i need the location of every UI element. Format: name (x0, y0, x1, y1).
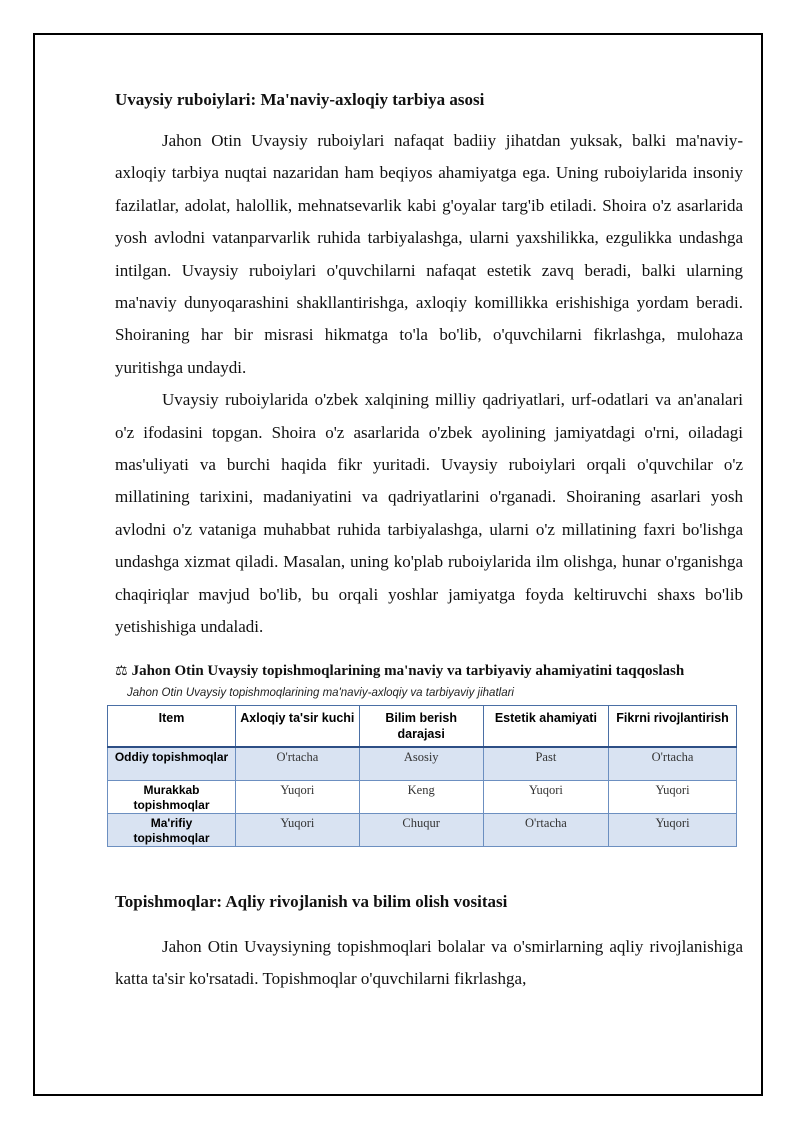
paragraph: Jahon Otin Uvaysiy ruboiylari nafaqat badiiy jihatdan yuksak, balki ma'naviy-axloqiy tarbiya nuqtai nazaridan ham beqiyos ahamiyatga ega. Uning ruboiylarida insoniy fazilatlar, adolat, halollik, mehnatsevarlik kabi g'oyalar targ'ib etiladi. Shoira o'z asarlarida yosh avlodni vatanparvarlik ruhida tarbiyalashga, ularni yaxshilikka, ezgulikka undashga intilgan. Uvaysiy ruboiylari o'quvchilarni nafaqat estetik zavq beradi, balki ularning ma'naviy dunyoqarashini shakllantirishga, axloqiy komillikka erishishiga yordam beradi. Shoiraning har bir misrasi hikmatga to'la bo'lib, o'quvchilarni fikrlashga, mulohaza yuritishga undaydi. (115, 131, 743, 377)
column-header: Axloqiy ta'sir kuchi (236, 705, 360, 747)
table-caption: Jahon Otin Uvaysiy topishmoqlarining ma'naviy-axloqiy va tarbiyaviy jihatlari (127, 686, 514, 699)
table-title-text: Jahon Otin Uvaysiy topishmoqlarining ma'naviy va tarbiyaviy ahamiyatini taqqoslash (131, 662, 685, 679)
table-cell: Chuqur (359, 813, 483, 846)
table-title (115, 659, 743, 683)
table-cell: Yuqori (483, 780, 608, 813)
column-header: Fikrni rivojlantirish (609, 705, 737, 747)
table-cell: O'rtacha (236, 747, 360, 781)
column-header: Bilim berish darajasi (359, 705, 483, 747)
table-cell: O'rtacha (609, 747, 737, 781)
section-heading-uvaysiy-ruboiylari: Uvaysiy ruboiylari: Ma'naviy-axloqiy tarbiya asosi (115, 90, 485, 109)
table-header-row (108, 705, 737, 747)
table-cell: Past (483, 747, 608, 781)
table-cell: Asosiy (359, 747, 483, 781)
section-topishmoqlar (115, 887, 743, 996)
table-cell: Yuqori (236, 780, 360, 813)
row-header: Murakkab topishmoqlar (108, 780, 236, 813)
table-cell: Yuqori (609, 813, 737, 846)
document-body (115, 85, 743, 995)
comparison-table (107, 705, 737, 847)
column-header: Estetik ahamiyati (483, 705, 608, 747)
table-cell: Yuqori (236, 813, 360, 846)
table-cell: Keng (359, 780, 483, 813)
paragraph: Uvaysiy ruboiylarida o'zbek xalqining milliy qadriyatlari, urf-odatlari va an'analari o'z ifodasini topgan. Shoira o'z asarlarida o'zbek ayolining jamiyatdagi o'rni, oiladagi mas'uliyati va burchi haqida fikr yuritadi. Uvaysiy ruboiylari orqali o'quvchilar o'z millatining tarixini, madaniyatini va qadriyatlarini o'rganadi. Shoiraning asarlari yosh avlodni o'z vataniga muhabbat ruhida tarbiyalashga, ularni o'z millatining faxri bo'lishga undashga xizmat qiladi. Masalan, uning ko'plab ruboiylarida ilm olishga, hunar o'rganishga chaqiriqlar mavjud bo'lib, bu orqali yoshlar jamiyatga foyda keltiruvchi shaxs bo'lib yetishishiga undaladi. (115, 390, 743, 637)
table-cell: O'rtacha (483, 813, 608, 846)
table-row (108, 747, 737, 781)
section-heading-topishmoqlar: Topishmoqlar: Aqliy rivojlanish va bilim olish vositasi (115, 891, 508, 911)
row-header: Ma'rifiy topishmoqlar (108, 813, 236, 846)
comparison-table-block (115, 659, 743, 847)
row-header: Oddiy topishmoqlar (108, 747, 236, 781)
balance-scale-icon: ⚖ (115, 662, 128, 679)
table-row (108, 780, 737, 813)
table-cell: Yuqori (609, 780, 737, 813)
column-header: Item (108, 705, 236, 747)
paragraph: Jahon Otin Uvaysiyning topishmoqlari bolalar va o'smirlarning aqliy rivojlanishiga katta ta'sir ko'rsatadi. Topishmoqlar o'quvchilarni fikrlashga, (115, 936, 743, 988)
table-row (108, 813, 737, 846)
